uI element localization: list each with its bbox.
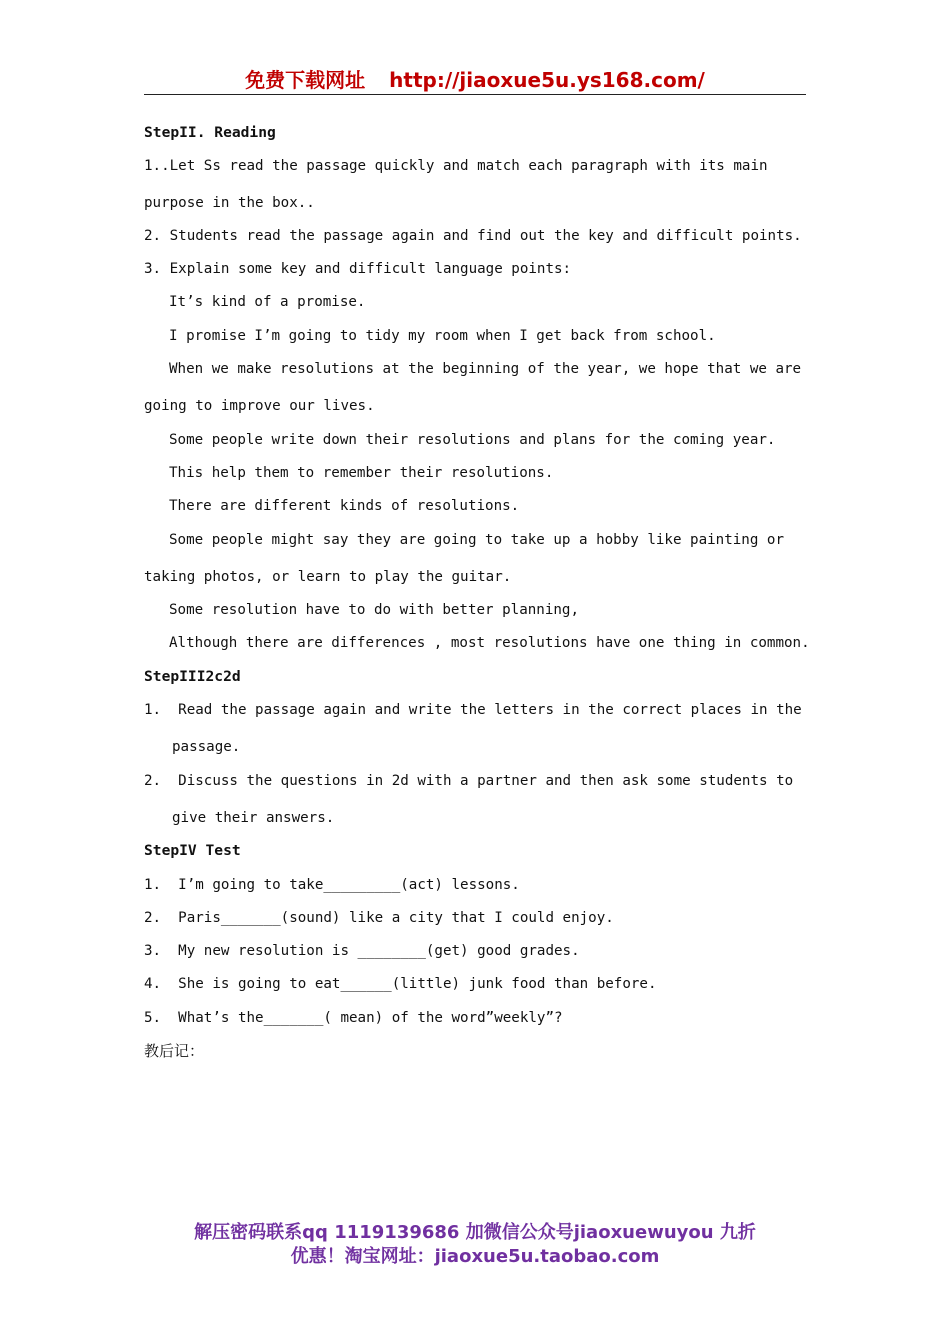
test-item: 4. She is going to eat______(little) junk food than before.	[144, 976, 657, 992]
notes-label: 教后记：	[144, 1042, 205, 1060]
test-item: 5. What’s the_______( mean) of the word”weekly”?	[144, 1010, 563, 1026]
reading-line: There are different kinds of resolutions.	[169, 498, 520, 514]
step3-line: 2. Discuss the questions in 2d with a partner and then ask some students to	[144, 773, 794, 789]
reading-line: purpose in the box..	[144, 195, 315, 211]
reading-line: Some people write down their resolutions and plans for the coming year.	[169, 432, 776, 448]
test-item: 2. Paris_______(sound) like a city that I could enjoy.	[144, 910, 614, 926]
reading-line: 3. Explain some key and difficult language points:	[144, 261, 572, 277]
reading-line: Some people might say they are going to take up a hobby like painting or	[169, 532, 784, 548]
reading-line: It’s kind of a promise.	[169, 294, 366, 310]
section-heading-step4: StepIV Test	[144, 842, 241, 859]
section-heading-step3: StepIII2c2d	[144, 668, 241, 685]
reading-line: When we make resolutions at the beginning of the year, we hope that we are	[169, 361, 802, 377]
reading-line: going to improve our lives.	[144, 398, 375, 414]
step3-line: passage.	[172, 739, 241, 755]
reading-line: Although there are differences , most resolutions have one thing in common.	[169, 635, 810, 651]
reading-line: Some resolution have to do with better planning,	[169, 602, 579, 618]
test-item: 1. I’m going to take_________(act) lessons.	[144, 877, 520, 893]
header-label: 免费下载网址	[245, 68, 366, 92]
page-header	[144, 64, 806, 95]
footer-line-1: 解压密码联系qq 1119139686 加微信公众号jiaoxuewuyou 九折	[194, 1222, 756, 1243]
test-item: 3. My new resolution is ________(get) good grades.	[144, 943, 580, 959]
step3-line: give their answers.	[172, 810, 335, 826]
header-url-link[interactable]: http://jiaoxue5u.ys168.com/	[389, 68, 705, 92]
reading-line: 1..Let Ss read the passage quickly and match each paragraph with its main	[144, 158, 768, 174]
step3-line: 1. Read the passage again and write the letters in the correct places in the	[144, 702, 802, 718]
reading-line: 2. Students read the passage again and find out the key and difficult points.	[144, 228, 802, 244]
reading-line: taking photos, or learn to play the guitar.	[144, 569, 512, 585]
section-heading-reading: StepII. Reading	[144, 124, 276, 141]
reading-line: I promise I’m going to tidy my room when I get back from school.	[169, 328, 716, 344]
footer-line-2: 优惠！淘宝网址：jiaoxue5u.taobao.com	[290, 1246, 660, 1267]
reading-line: This help them to remember their resolutions.	[169, 465, 554, 481]
